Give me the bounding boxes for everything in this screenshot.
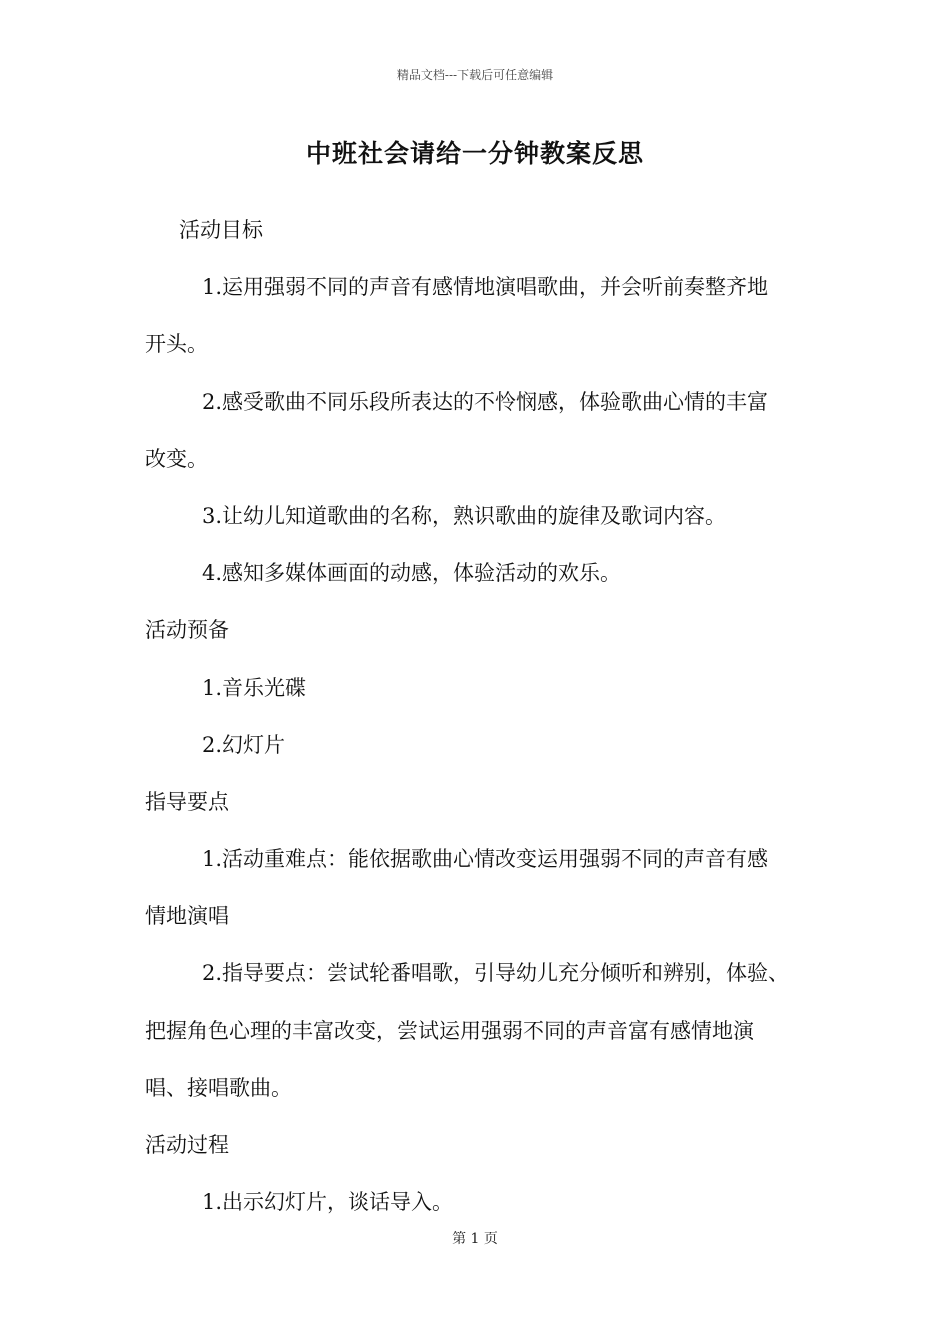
- body-line: 1.运用强弱不同的声音有感情地演唱歌曲，并会听前奏整齐地: [202, 275, 769, 300]
- body-line: 活动目标: [179, 218, 263, 242]
- body-line: 改变。: [145, 446, 208, 471]
- page-header: 精品文档---下载后可任意编辑: [396, 68, 554, 82]
- body-line: 活动预备: [145, 618, 229, 643]
- body-line: 1.音乐光碟: [202, 675, 307, 700]
- body-line: 3.让幼儿知道歌曲的名称，熟识歌曲的旋律及歌词内容。: [202, 503, 727, 528]
- body-line: 4.感知多媒体画面的动感，体验活动的欢乐。: [202, 561, 622, 586]
- body-line: 1.出示幻灯片，谈话导入。: [202, 1190, 454, 1215]
- body-line: 2.幻灯片: [202, 732, 286, 757]
- body-line: 指导要点: [145, 789, 229, 814]
- body-line: 2.感受歌曲不同乐段所表达的不怜悯感，体验歌曲心情的丰富: [202, 389, 769, 414]
- document-title: 中班社会请给一分钟教案反思: [305, 139, 644, 168]
- body-line: 2.指导要点：尝试轮番唱歌，引导幼儿充分倾听和辨别，体验、: [202, 961, 790, 986]
- body-line: 开头。: [145, 332, 208, 357]
- body-line: 情地演唱: [145, 904, 229, 929]
- body-line: 1.活动重难点：能依据歌曲心情改变运用强弱不同的声音有感: [202, 847, 769, 872]
- page-number: 第 1 页: [452, 1231, 498, 1247]
- body-line: 唱、接唱歌曲。: [145, 1075, 292, 1100]
- document-body: [145, 202, 805, 1231]
- body-line: 活动过程: [145, 1133, 229, 1157]
- body-line: 把握角色心理的丰富改变，尝试运用强弱不同的声音富有感情地演: [145, 1018, 754, 1043]
